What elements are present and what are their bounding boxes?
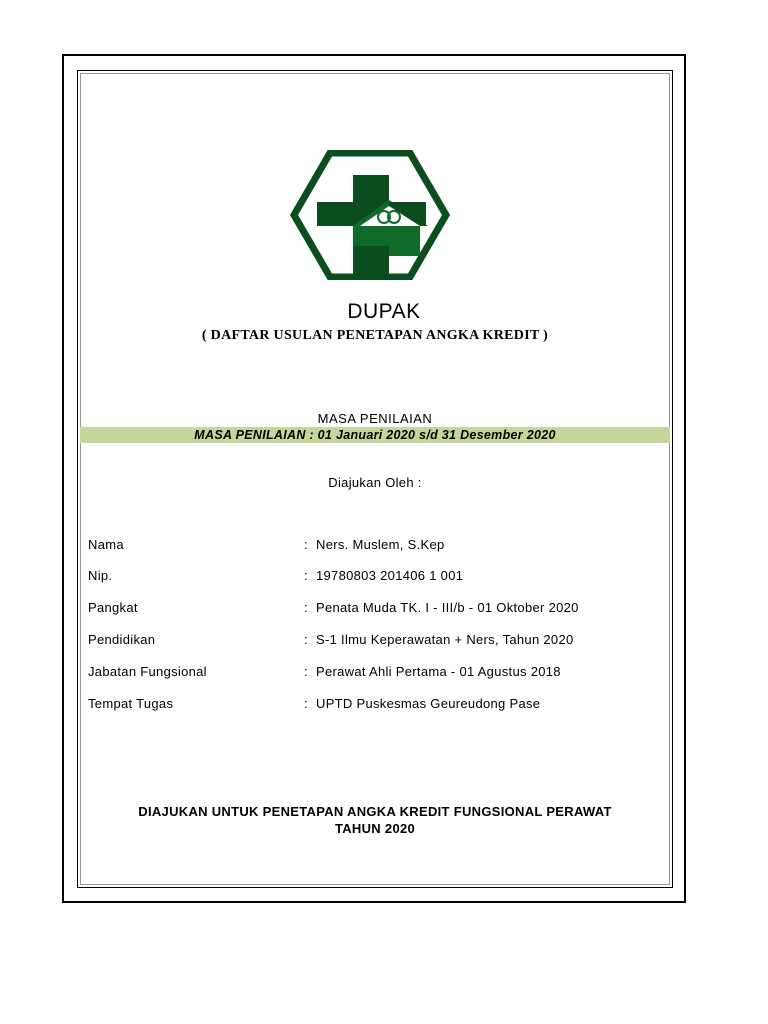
field-label: Nama xyxy=(88,537,124,552)
field-value: UPTD Puskesmas Geureudong Pase xyxy=(316,696,541,711)
footer-line-1: DIAJUKAN UNTUK PENETAPAN ANGKA KREDIT FUNGSIONAL PERAWAT xyxy=(138,804,612,819)
field-colon: : xyxy=(304,600,308,615)
field-value: Perawat Ahli Pertama - 01 Agustus 2018 xyxy=(316,664,561,679)
field-label: Jabatan Fungsional xyxy=(88,664,207,679)
document-title: DUPAK xyxy=(347,300,421,323)
field-label: Pangkat xyxy=(88,600,138,615)
period-bar: MASA PENILAIAN : 01 Januari 2020 s/d 31 Desember 2020 xyxy=(80,427,670,443)
health-ministry-logo-icon xyxy=(290,150,450,280)
field-colon: : xyxy=(304,696,308,711)
field-label: Pendidikan xyxy=(88,632,156,647)
field-colon: : xyxy=(304,632,308,647)
field-colon: : xyxy=(304,537,308,552)
footer-line-2: TAHUN 2020 xyxy=(334,821,416,836)
field-colon: : xyxy=(304,568,308,583)
field-value: S-1 Ilmu Keperawatan + Ners, Tahun 2020 xyxy=(316,632,574,647)
submitted-by-label: Diajukan Oleh : xyxy=(328,475,422,490)
field-value: 19780803 201406 1 001 xyxy=(316,568,464,583)
footer-statement xyxy=(80,803,670,837)
field-value: Ners. Muslem, S.Kep xyxy=(316,537,445,552)
field-value: Penata Muda TK. I - III/b - 01 Oktober 2020 xyxy=(316,600,579,615)
document-subtitle: ( DAFTAR USULAN PENETAPAN ANGKA KREDIT ) xyxy=(201,328,549,343)
field-colon: : xyxy=(304,664,308,679)
field-label: Nip. xyxy=(88,568,113,583)
period-heading: MASA PENILAIAN xyxy=(317,411,433,426)
field-label: Tempat Tugas xyxy=(88,696,174,711)
